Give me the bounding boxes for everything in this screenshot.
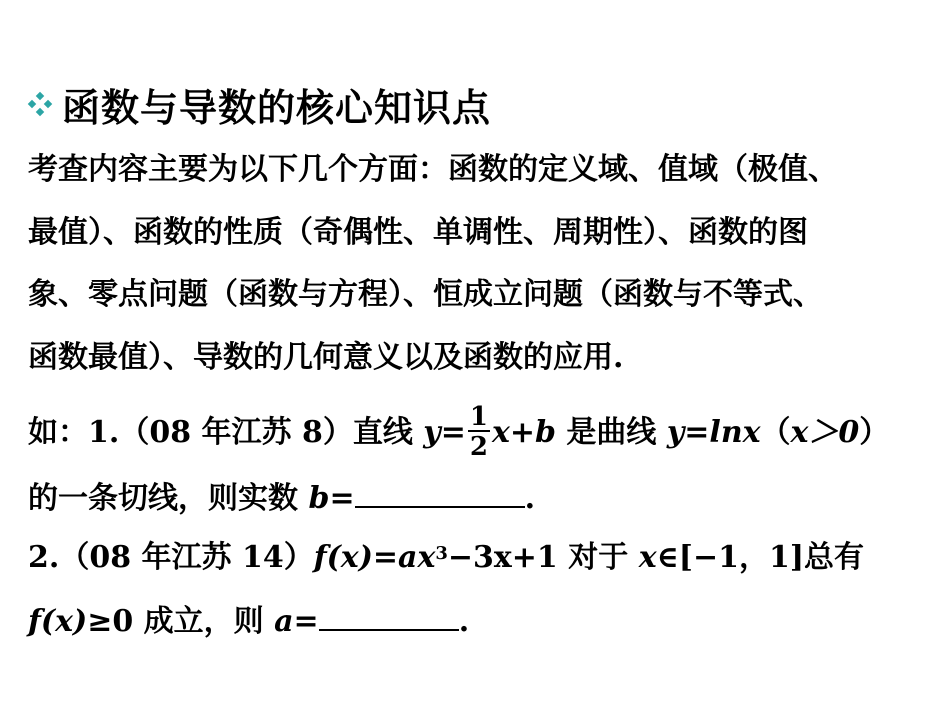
line-equation-y: y= — [423, 415, 466, 450]
a-variable: a — [274, 604, 294, 639]
page-title: 函数与导数的核心知识点 — [62, 85, 492, 130]
x-variable: x — [638, 540, 657, 575]
exponent: 3 — [435, 543, 448, 564]
intro-line-1: 考查内容主要为以下几个方面：函数的定义域、值域（极值、 — [28, 152, 838, 187]
example-2-line-1 — [28, 538, 864, 578]
example-1-mid: 是曲线 — [555, 415, 667, 450]
plus-sign: + — [509, 415, 535, 450]
answer-blank-1[interactable] — [355, 478, 525, 508]
paren-open: （ — [760, 415, 791, 450]
example-1-question: 的一条切线，则实数 — [28, 481, 309, 516]
intro-line-4: 函数最值）、导数的几何意义以及函数的应用. — [28, 340, 624, 375]
answer-blank-2[interactable] — [319, 601, 459, 631]
period: . — [524, 481, 536, 516]
fraction-denominator: 2 — [469, 432, 488, 462]
example-1-line-2 — [28, 478, 535, 519]
interval: ∈[−1，1]总有 — [656, 540, 865, 575]
intro-line-2: 最值）、函数的性质（奇偶性、单调性、周期性）、函数的图 — [28, 215, 808, 250]
equals-sign-3: = — [293, 604, 319, 639]
b-term: b — [534, 415, 556, 450]
function-fx-2: f(x) — [28, 604, 88, 639]
x-term: x — [491, 415, 510, 450]
example-2-question: ≥0 成立，则 — [87, 604, 275, 639]
example-1-line-1 — [28, 402, 890, 462]
condition: x＞0 — [790, 415, 860, 450]
diamond-bullet-icon — [28, 92, 52, 116]
equals-sign-2: = — [372, 540, 399, 575]
period-2: . — [458, 604, 470, 639]
function-fx: f(x) — [313, 540, 373, 575]
fraction-numerator: 1 — [469, 402, 488, 432]
example-2-line-2 — [28, 601, 469, 642]
polynomial-rest: −3x+1 对于 — [447, 540, 639, 575]
ax-term: ax — [398, 540, 436, 575]
title-row — [28, 76, 491, 132]
fraction-one-half — [468, 404, 490, 460]
paren-close: ） — [859, 415, 890, 450]
curve-equation: y=lnx — [666, 415, 761, 450]
equals-sign: = — [329, 481, 355, 516]
b-variable: b — [308, 481, 330, 516]
example-1-prefix: 如：1.（08 年江苏 8）直线 — [28, 415, 424, 450]
intro-line-3: 象、零点问题（函数与方程）、恒成立问题（函数与不等式、 — [28, 277, 823, 312]
example-2-prefix: 2.（08 年江苏 14） — [28, 540, 314, 575]
